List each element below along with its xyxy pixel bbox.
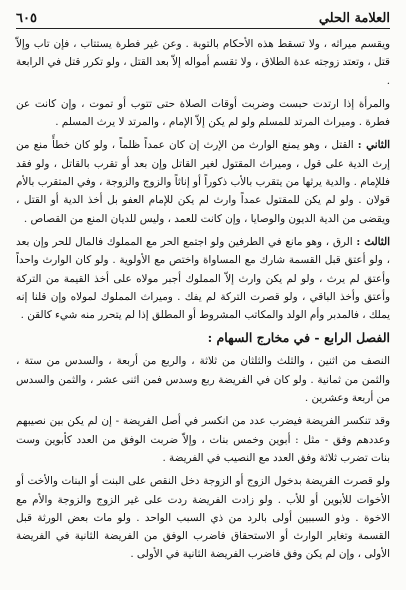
- paragraph-text: النصف من اثنين ، والثلث والثلثان من ثلاثة ، والربع من أربعة ، والسدس من ستة ، والثمن من ثمانية . ولو كان في الفريضة ربع وسدس فمن اثنى عشر ، والثمن والسدس من أربعة وعشرين .: [16, 355, 390, 405]
- paragraph-text: والمرأة إذا ارتدت حبست وضربت أوقات الصلاة حتى تتوب أو تموت ، وإن كانت عن فطرة . وميراث المرتد للمسلم ولو لم يكن إلاّ الإمام ، والمرتد لا يرث المسلم .: [16, 97, 390, 129]
- paragraph-lead: الثاني :: [357, 139, 390, 152]
- paragraph-text: وقد تنكسر الفريضة فيضرب عدد من انكسر في أصل الفريضة - إن لم يكن بين نصيبهم وعددهم وفق - مثل : أبوين وخمس بنات ، وإلاّ ضربت الوفق من العدد كأبوين وست بنات تضرب ثلاثة وفق العدد مع النصيب في الفريضة .: [16, 415, 390, 464]
- section-paragraph: [16, 472, 390, 563]
- running-header-author: العلامة الحلي: [318, 11, 390, 26]
- section-paragraph: [16, 412, 390, 467]
- paragraph: [16, 136, 390, 227]
- paragraph-text: ويقسم ميراثه ، ولا تسقط هذه الأحكام بالتوبة . وعن غير فطرة يستتاب ، فإن تاب وإلاّ قتل ، وتعتد زوجته عدة الطلاق ، ولا تقسم أمواله إلاّ بعد القتل ، ولو تكرر قتل في الرابعة .: [16, 38, 390, 87]
- paragraph: [16, 233, 390, 324]
- section-paragraph: [16, 352, 390, 407]
- paragraph-text: ولو قصرت الفريضة بدخول الزوج أو الزوجة دخل النقص على البنت أو البنات والأخت أو الأخوات للأبوين أو للأب . ولو زادت الفريضة ردت على غير الزوج والزوجة والأم مع الاخوة . وذو السببين أولى بالرد من ذي السبب الواحد . ولو مات بعض الورثة قبل القسمة وتغاير الوارث أو الاستحقاق فاضرب الوفق من الفريضة الثانية في الفريضة الأولى ، وإن لم يكن وفق فاضرب الفريضة الثانية في الأولى .: [16, 475, 390, 561]
- section-heading: الفصل الرابع - في مخارج السهام :: [207, 330, 390, 346]
- page-header: [16, 6, 390, 29]
- paragraph: [16, 35, 390, 90]
- paragraph-text: الرق ، وهو مانع في الطرفين ولو اجتمع الحر مع المملوك فالمال للحر وإن بعد ، ولو أعتق قبل القسمة شارك مع المساواة واختص مع الأولوية . ولو كان الوارث واحداً وأعتق لم يرث ، ولو لم يكن وارث إلاّ المملوك أجبر مولاه على أخذ القيمة من التركة وأعتق وأخذ الباقي ، ولو قصرت التركة لم يفك . وميراث المملوك لمولاه وإن قلنا إنه يملك ، فالمدبر وأم الولد والمكاتب المشروط أو المطلق إذا لم يتحرر منه شيء كالقن .: [16, 235, 390, 322]
- paragraph-text: القتل ، وهو يمنع الوارث من الإرث إن كان عمداً ظلماً ، ولو كان خطأً منع من إرث الدية على قول ، وميراث المقتول لغير القاتل وإن بعد أو تقرب بالقاتل ، ولو فقد فللإمام . والدية يرثها من يتقرب بالأب ذكوراً أو إناثاً والزوج والزوجة ، وفي المتقرب بالأم قولان . ولو لم يكن للمقتول عمداً وارث لم يكن للإمام العفو بل أخذ الدية أو القتل ، ويقضى من الدية الديون والوصايا ، وإن كانت للعمد ، وليس للديان المنع من القصاص .: [16, 139, 390, 225]
- page-number: ٦٠٥: [16, 11, 37, 26]
- paragraph-lead: الثالث :: [356, 235, 390, 248]
- paragraph: [16, 95, 390, 132]
- page-body: [16, 35, 390, 564]
